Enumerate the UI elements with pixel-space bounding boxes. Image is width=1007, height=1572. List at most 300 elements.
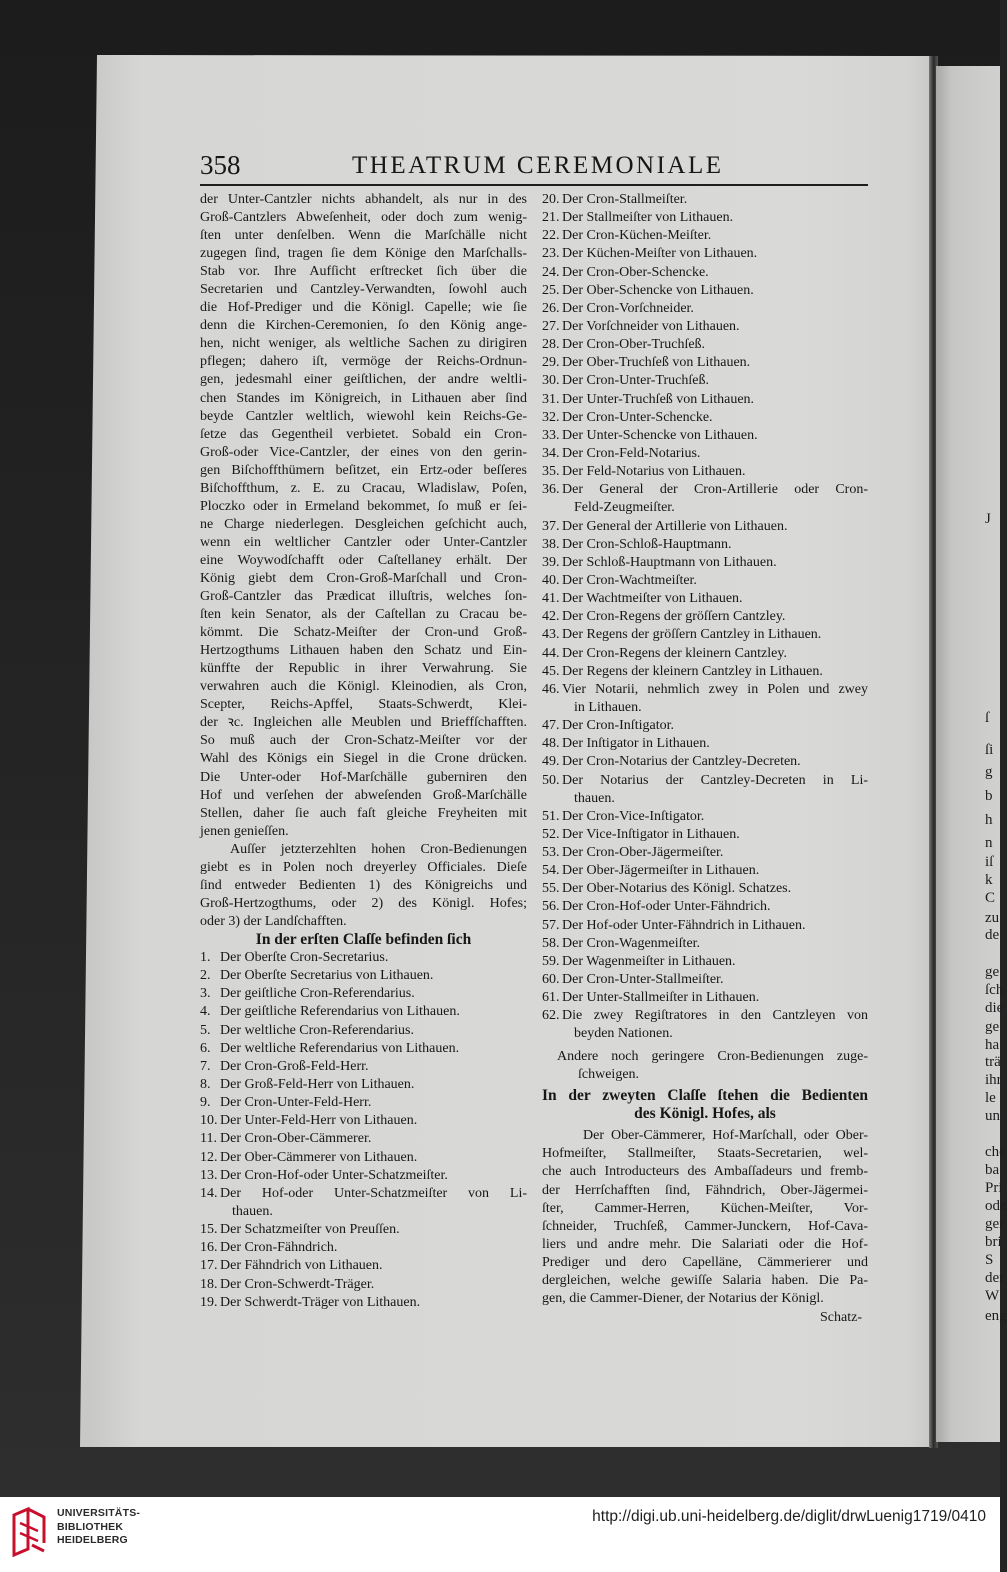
adjacent-page-fragment: de <box>985 927 1000 943</box>
list-item-line <box>542 953 868 971</box>
item-number: 41. <box>542 591 560 607</box>
list-item-line <box>542 989 868 1007</box>
item-number: 46. <box>542 681 560 697</box>
list-item <box>200 1294 527 1312</box>
item-number: 10. <box>200 1113 218 1129</box>
item-text: Der General der Artillerie von Lithauen. <box>562 518 788 534</box>
list-item-line <box>200 1257 527 1275</box>
list-item <box>542 336 868 354</box>
item-number: 56. <box>542 899 560 915</box>
item-text: Der Oberſte Secretarius von Lithauen. <box>220 968 434 984</box>
item-number: 50. <box>542 772 560 788</box>
list-item <box>200 1040 527 1058</box>
list-item <box>542 518 868 536</box>
list-item <box>542 826 868 844</box>
list-item-line <box>200 985 527 1003</box>
text-line: Groß-Hertzogthums, oder 2) des Königl. Hofes; <box>200 895 527 911</box>
adjacent-page-fragment: iſ <box>985 854 994 870</box>
adjacent-page-fragment: der <box>985 1270 1005 1286</box>
list-item-line <box>200 1149 527 1167</box>
item-text: Der Groß-Feld-Herr von Lithauen. <box>220 1077 415 1093</box>
list-item-line <box>542 1007 868 1025</box>
item-text: Der Cron-Hof-oder Unter-Fähndrich. <box>562 899 771 915</box>
item-number: 25. <box>542 282 560 298</box>
item-number: 62. <box>542 1008 560 1024</box>
item-text: Der Wagenmeiſter in Lithauen. <box>562 953 736 969</box>
list-item-line <box>542 862 868 880</box>
list-item-line <box>542 536 868 554</box>
item-text: Der Regens der kleinern Cantzley in Lithauen. <box>562 663 823 679</box>
adjacent-page-fragment: g <box>985 764 993 780</box>
item-text: Der Schloß-Hauptmann von Lithauen. <box>562 554 777 570</box>
text-line: Wahl des Königs ein Siegel in die Crone drücken. <box>200 751 527 767</box>
item-number: 19. <box>200 1294 218 1310</box>
text-line: ſetze das Gegentheil verbietet. Sobald ein Cron- <box>200 426 527 442</box>
list-item <box>542 191 868 209</box>
list-item-line <box>542 626 868 644</box>
list <box>542 191 868 1044</box>
text-line: künffte der Republic in ihrer Verwahrung. Sie <box>200 661 527 677</box>
item-number: 39. <box>542 554 560 570</box>
item-text: Der Inſtigator in Lithauen. <box>562 736 710 752</box>
list-item <box>542 372 868 390</box>
item-continuation: Feld-Zeugmeiſter. <box>574 500 675 516</box>
list-item <box>200 1276 527 1294</box>
left-column <box>200 191 527 1312</box>
list-item-line <box>542 772 868 790</box>
item-number: 24. <box>542 264 560 280</box>
list-item <box>542 427 868 445</box>
list-item-line <box>542 590 868 608</box>
list-item <box>542 572 868 590</box>
list-item-line <box>542 427 868 445</box>
item-number: 38. <box>542 536 560 552</box>
list-item-line <box>200 1276 527 1294</box>
list-item <box>542 554 868 572</box>
list-item <box>542 245 868 263</box>
adjacent-page-fragment: ge <box>985 964 1000 980</box>
item-text: Der Fähndrich von Lithauen. <box>220 1258 383 1274</box>
list-item-line <box>542 409 868 427</box>
text-line: Groß-oder Vice-Cantzler, der eines von den gerin- <box>200 444 527 460</box>
list-item <box>542 753 868 771</box>
adjacent-page-fragment: W <box>985 1288 1000 1304</box>
item-number: 29. <box>542 355 560 371</box>
text-line: Hofmeiſter, Stallmeiſter, Staats-Secretarien, wel- <box>542 1146 868 1162</box>
list-item-line <box>200 1294 527 1312</box>
list-item-line <box>542 681 868 699</box>
item-text: Der Cron-Ober-Truchſeß. <box>562 337 706 353</box>
adjacent-page-fragment: trä <box>985 1054 1001 1070</box>
list-item <box>200 1076 527 1094</box>
item-text: Der Unter-Feld-Herr von Lithauen. <box>220 1113 418 1129</box>
adjacent-page-fragment: ha <box>985 1037 1000 1053</box>
list-item <box>542 917 868 935</box>
adjacent-page-fragment: eng <box>985 1308 1007 1324</box>
adjacent-page-edge <box>936 66 1007 1442</box>
library-name <box>57 1507 140 1548</box>
header-rule <box>200 184 868 186</box>
list-item-line <box>200 1167 527 1185</box>
text-line: gen Biſchoffthümern beſitzet, ein Ertz-oder beſſeres <box>200 462 527 478</box>
text-line: der Unter-Cantzler nichts abhandelt, als nur in des <box>200 192 527 207</box>
list-item <box>542 227 868 245</box>
text-line: die Hof-Prediger und die Königl. Capelle; wie ſie <box>200 300 527 316</box>
list-item <box>542 282 868 300</box>
list-item-line <box>200 1112 527 1130</box>
list-item <box>542 445 868 463</box>
list-item <box>542 354 868 372</box>
item-text: Der Cron-Stallmeiſter. <box>562 192 688 207</box>
list-item <box>542 898 868 916</box>
item-number: 15. <box>200 1222 218 1238</box>
item-number: 18. <box>200 1276 218 1292</box>
list-item <box>542 808 868 826</box>
item-text: Der Ober-Notarius des Königl. Schatzes. <box>562 881 792 897</box>
list-item-line <box>200 1076 527 1094</box>
list-item <box>542 971 868 989</box>
list-item-line <box>200 1003 527 1021</box>
list-item-line <box>200 1058 527 1076</box>
text-line: Auſſer jetzterzehlten hohen Cron-Bedienungen <box>230 841 527 857</box>
list-item-line <box>542 245 868 263</box>
list-item <box>200 1167 527 1185</box>
list-item <box>542 536 868 554</box>
catchword: Schatz- <box>820 1309 862 1325</box>
list-item-line <box>542 336 868 354</box>
list-item <box>542 772 868 808</box>
list-item <box>542 608 868 626</box>
text-line: ſter, Cammer-Herren, Küchen-Meiſter, Vor- <box>542 1200 868 1216</box>
text-line: Groß-Cantzlers Abweſenheit, oder doch zum wenig- <box>200 210 527 226</box>
item-number: 7. <box>200 1058 211 1074</box>
adjacent-page-fragment: ba <box>985 1162 1000 1178</box>
list-item <box>542 300 868 318</box>
item-text: Der Cron-Groß-Feld-Herr. <box>220 1058 369 1074</box>
text-line: Andere noch geringere Cron-Bedienungen zuge- <box>557 1048 868 1064</box>
item-number: 33. <box>542 427 560 443</box>
right-column <box>542 191 868 1327</box>
list-item <box>542 844 868 862</box>
list-item-line <box>542 898 868 916</box>
item-number: 59. <box>542 953 560 969</box>
item-number: 32. <box>542 409 560 425</box>
item-text: Der Cron-Vice-Inſtigator. <box>562 808 705 824</box>
item-number: 37. <box>542 518 560 534</box>
item-text: Der Unter-Schencke von Lithauen. <box>562 427 758 443</box>
list-item <box>542 935 868 953</box>
list-item-line <box>200 967 527 985</box>
item-number: 9. <box>200 1095 211 1111</box>
list-item-line <box>542 391 868 409</box>
list-item <box>542 463 868 481</box>
item-number: 48. <box>542 736 560 752</box>
item-number: 8. <box>200 1077 211 1093</box>
adjacent-page-fragment: ge <box>985 1019 1000 1035</box>
running-title: THEATRUM CEREMONIALE <box>352 152 724 179</box>
list-item-line <box>542 463 868 481</box>
item-number: 31. <box>542 391 560 407</box>
text-line: ſchweigen. <box>578 1066 640 1082</box>
item-number: 60. <box>542 972 560 988</box>
item-text: Der Cron-Küchen-Meiſter. <box>562 228 712 244</box>
text-line: gen, jedesmahl einer geiſtlichen, der andre weltli- <box>200 372 527 388</box>
item-text: Der General der Cron-Artillerie oder Cron- <box>562 482 868 498</box>
text-line: Stab vor. Ihre Aufſicht erſtrecket ſich über die <box>200 264 527 280</box>
list-item <box>542 626 868 644</box>
adjacent-page-fragment: Pri <box>985 1180 1003 1196</box>
adjacent-page-fragment: le <box>985 1090 996 1106</box>
item-number: 5. <box>200 1022 211 1038</box>
item-number: 16. <box>200 1240 218 1256</box>
item-text: Der Cron-Vorſchneider. <box>562 300 694 316</box>
item-number: 22. <box>542 228 560 244</box>
list-item-line <box>542 318 868 336</box>
item-text: Vier Notarii, nehmlich zwey in Polen und zwey <box>562 681 868 697</box>
list-item-line <box>200 949 527 967</box>
text-line: So muß auch der Cron-Schatz-Meiſter vor der <box>200 733 527 749</box>
list-item <box>200 967 527 985</box>
list-item <box>542 880 868 898</box>
text-line: ſten unter denſelben. Wenn die Marſchälle nicht <box>200 228 527 244</box>
text-line: liers und andre mehr. Die Salariati oder die Hof- <box>542 1237 868 1253</box>
text-line: ne Charge niederlegen. Desgleichen geſchicht auch, <box>200 516 527 532</box>
text-line: eine Woywodſchafft oder Caſtellaney erhält. Der <box>200 552 527 568</box>
list-item <box>200 1003 527 1021</box>
adjacent-page-fragment: S <box>985 1252 994 1268</box>
adjacent-page-fragment: ſi <box>985 742 994 758</box>
second-class-heading <box>542 1087 868 1123</box>
text-line: wenn ein weltlicher Cantzler oder Unter-Cantzler <box>200 534 527 550</box>
list-item <box>200 1239 527 1257</box>
adjacent-page-fragment: ſch <box>985 982 1004 998</box>
item-text: Der Cron-Ober-Cämmerer. <box>220 1131 372 1147</box>
item-number: 21. <box>542 210 560 226</box>
list-item <box>542 1007 868 1043</box>
text-line: gen, die Cammer-Diener, der Notarius der Königl. <box>542 1291 824 1307</box>
adjacent-page-fragment: ode <box>985 1198 1007 1214</box>
list-item-line <box>542 264 868 282</box>
item-number: 47. <box>542 718 560 734</box>
list-item-line <box>542 917 868 935</box>
item-continuation: in Lithauen. <box>574 699 642 715</box>
paragraph <box>200 841 527 931</box>
item-number: 23. <box>542 246 560 262</box>
list-item <box>542 318 868 336</box>
list-item-line <box>542 227 868 245</box>
list-item <box>542 717 868 735</box>
list-item-line <box>542 572 868 590</box>
item-number: 17. <box>200 1258 218 1274</box>
item-text: Der Ober-Jägermeiſter in Lithauen. <box>562 863 760 879</box>
item-text: Der Ober-Truchſeß von Lithauen. <box>562 355 751 371</box>
item-number: 30. <box>542 373 560 389</box>
item-number: 34. <box>542 445 560 461</box>
list-item <box>542 735 868 753</box>
text-line: verwahren auch die Königl. Kleinodien, als Cron, <box>200 679 527 695</box>
item-text: Der Cron-Hof-oder Unter-Schatzmeiſter. <box>220 1167 448 1183</box>
university-library-logo-icon <box>10 1505 50 1562</box>
list-item-line <box>200 1239 527 1257</box>
item-number: 11. <box>200 1131 217 1147</box>
item-number: 27. <box>542 318 560 334</box>
list-item-line <box>542 481 868 499</box>
item-number: 42. <box>542 609 560 625</box>
permalink-url[interactable]: http://digi.ub.uni-heidelberg.de/diglit/drwLuenig1719/0410 <box>592 1508 986 1525</box>
item-text: Der Cron-Wagenmeiſter. <box>562 935 701 951</box>
list-item <box>200 985 527 1003</box>
item-text: Der Cron-Regens der gröſſern Cantzley. <box>562 609 786 625</box>
item-number: 35. <box>542 464 560 480</box>
list-item-line <box>542 880 868 898</box>
text-line: che auch Introducteurs des Ambaſſadeurs und fremb- <box>542 1164 868 1180</box>
list-item-line <box>200 1221 527 1239</box>
item-text: Der weltliche Referendarius von Lithauen. <box>220 1040 460 1056</box>
item-number: 14. <box>200 1185 218 1201</box>
item-text: Der Oberſte Cron-Secretarius. <box>220 950 389 966</box>
item-text: Der Unter-Truchſeß von Lithauen. <box>562 391 755 407</box>
list-item <box>200 1112 527 1130</box>
list-item <box>542 264 868 282</box>
page-number: 358 <box>200 150 241 180</box>
list-item-line <box>200 1022 527 1040</box>
text-line: Ploczko oder in Ermeland bekommet, ſo muß er ſei- <box>200 498 527 514</box>
list-item <box>542 953 868 971</box>
item-text: Der Cron-Ober-Schencke. <box>562 264 709 280</box>
list-item-line <box>200 1130 527 1148</box>
text-line: Prediger und dero Capelläne, Cämmerierer und <box>542 1255 868 1271</box>
list-item-line <box>542 971 868 989</box>
list-item <box>200 1058 527 1076</box>
list-item <box>200 1094 527 1112</box>
list-item-line <box>542 645 868 663</box>
list-item <box>200 1257 527 1275</box>
list-item-line <box>200 1094 527 1112</box>
list-item-line <box>542 554 868 572</box>
item-text: Der Notarius der Cantzley-Decreten in Li- <box>562 772 868 788</box>
adjacent-page-fragment: bri <box>985 1234 1002 1250</box>
list-item <box>542 862 868 880</box>
adjacent-page-fragment: un <box>985 1108 1000 1124</box>
text-line: giebt es in Polen noch dreyerley Officiales. Dieſe <box>200 859 527 875</box>
item-number: 54. <box>542 863 560 879</box>
item-number: 55. <box>542 881 560 897</box>
text-line: Hof und verſehen der abweſenden Groß-Marſchälle <box>200 787 527 803</box>
list-item-line <box>542 445 868 463</box>
text-line: ſind entweder Bedienten 1) des Königreichs und <box>200 877 527 893</box>
item-text: Der Cron-Unter-Stallmeiſter. <box>562 972 724 988</box>
text-line: ſchneider, Truchſeß, Cammer-Junckern, Hof-Cava- <box>542 1218 868 1234</box>
viewer-footer <box>0 1497 1000 1572</box>
adjacent-page-fragment: C <box>985 890 996 906</box>
list-item-line <box>542 354 868 372</box>
adjacent-page-fragment: die <box>985 1000 1004 1016</box>
item-number: 4. <box>200 1004 211 1020</box>
text-line: Die Unter-oder Hof-Marſchälle guberniren den <box>200 769 527 785</box>
text-line: kömmt. Die Schatz-Meiſter der Cron-und Groß- <box>200 625 527 641</box>
text-line: ſten kein Senator, als der Caſtellan zu Cracau be- <box>200 607 527 623</box>
item-text: Der Cron-Unter-Feld-Herr. <box>220 1095 372 1111</box>
list-heading: In der zweyten Claſſe ſtehen die Bedienten <box>542 1086 868 1104</box>
text-line: Secretarien und Cantzley-Verwandten, ſowohl auch <box>200 282 527 298</box>
list-item <box>542 409 868 427</box>
list-item <box>200 949 527 967</box>
item-number: 1. <box>200 950 211 966</box>
item-text: Der Cron-Unter-Truchſeß. <box>562 373 709 389</box>
item-text: Der weltliche Cron-Referendarius. <box>220 1022 414 1038</box>
text-line: Groß-Cantzler das Prædicat illuſtris, welches ſon- <box>200 589 527 605</box>
first-class-list <box>200 931 527 1312</box>
text-line: der Herrſchafften ſind, Fähndrich, Ober-Jägermei- <box>542 1182 868 1198</box>
list-item <box>200 1149 527 1167</box>
item-text: Der Cron-Schwerdt-Träger. <box>220 1276 375 1292</box>
list-item-line <box>542 826 868 844</box>
text-line: jenen genieſſen. <box>200 823 289 839</box>
item-text: Der Ober-Schencke von Lithauen. <box>562 282 754 298</box>
list-heading: In der erſten Claſſe befinden ſich <box>255 930 472 948</box>
item-text: Der Unter-Stallmeiſter in Lithauen. <box>562 990 760 1006</box>
list-item <box>542 391 868 409</box>
text-line: Hertzogthums Lithauen haben den Schatz und Ein- <box>200 643 527 659</box>
list-item <box>200 1022 527 1040</box>
list-item-line <box>200 1040 527 1058</box>
item-number: 61. <box>542 990 560 1006</box>
item-text: Der Schatzmeiſter von Preuſſen. <box>220 1222 400 1238</box>
list-item-line <box>200 1185 527 1203</box>
list-item <box>200 1221 527 1239</box>
list-item <box>542 663 868 681</box>
adjacent-page-fragment: b <box>985 788 993 804</box>
adjacent-page-fragment: zu <box>985 910 1000 926</box>
item-continuation: thauen. <box>574 790 615 806</box>
text-line: chen Standes im Königreich, in Lithauen aber ſind <box>200 390 527 406</box>
text-line: dergleichen, welche gewiſſe Salaria haben. Die Pa- <box>542 1273 868 1289</box>
list-item-line <box>542 518 868 536</box>
list <box>200 949 527 1312</box>
item-number: 26. <box>542 300 560 316</box>
item-text: Der Cron-Inſtigator. <box>562 718 674 734</box>
item-number: 2. <box>200 968 211 984</box>
text-line: oder 3) der Landſchafften. <box>200 913 347 929</box>
item-text: Der Cron-Schloß-Hauptmann. <box>562 536 732 552</box>
item-text: Der Cron-Feld-Notarius. <box>562 445 701 461</box>
list-item <box>542 481 868 517</box>
text-line: König giebt dem Cron-Groß-Marſchall und Cron- <box>200 570 527 586</box>
list-item-line <box>542 282 868 300</box>
adjacent-page-fragment: h <box>985 812 993 828</box>
adjacent-page-fragment: n <box>985 835 993 851</box>
item-text: Die zwey Regiſtratores in den Cantzleyen von <box>562 1008 868 1024</box>
list-item <box>542 590 868 608</box>
library-name-line: BIBLIOTHEK <box>57 1520 124 1533</box>
list-item-line <box>542 372 868 390</box>
list-item <box>542 645 868 663</box>
item-number: 53. <box>542 845 560 861</box>
adjacent-page-fragment: ger <box>985 1216 1005 1232</box>
item-text: Der Stallmeiſter von Lithauen. <box>562 210 734 226</box>
item-text: Der Regens der gröſſern Cantzley in Lithauen. <box>562 627 822 643</box>
item-continuation: beyden Nationen. <box>574 1026 673 1042</box>
library-name-line: HEIDELBERG <box>57 1534 128 1546</box>
adjacent-page-fragment: ſ <box>985 710 990 726</box>
list-item-line <box>542 717 868 735</box>
item-number: 20. <box>542 192 560 207</box>
item-number: 12. <box>200 1149 218 1165</box>
list-item <box>200 1130 527 1148</box>
item-text: Der Cron-Notarius der Cantzley-Decreten. <box>562 754 801 770</box>
list-item-line <box>542 753 868 771</box>
item-text: Der geiſtliche Cron-Referendarius. <box>220 986 415 1002</box>
